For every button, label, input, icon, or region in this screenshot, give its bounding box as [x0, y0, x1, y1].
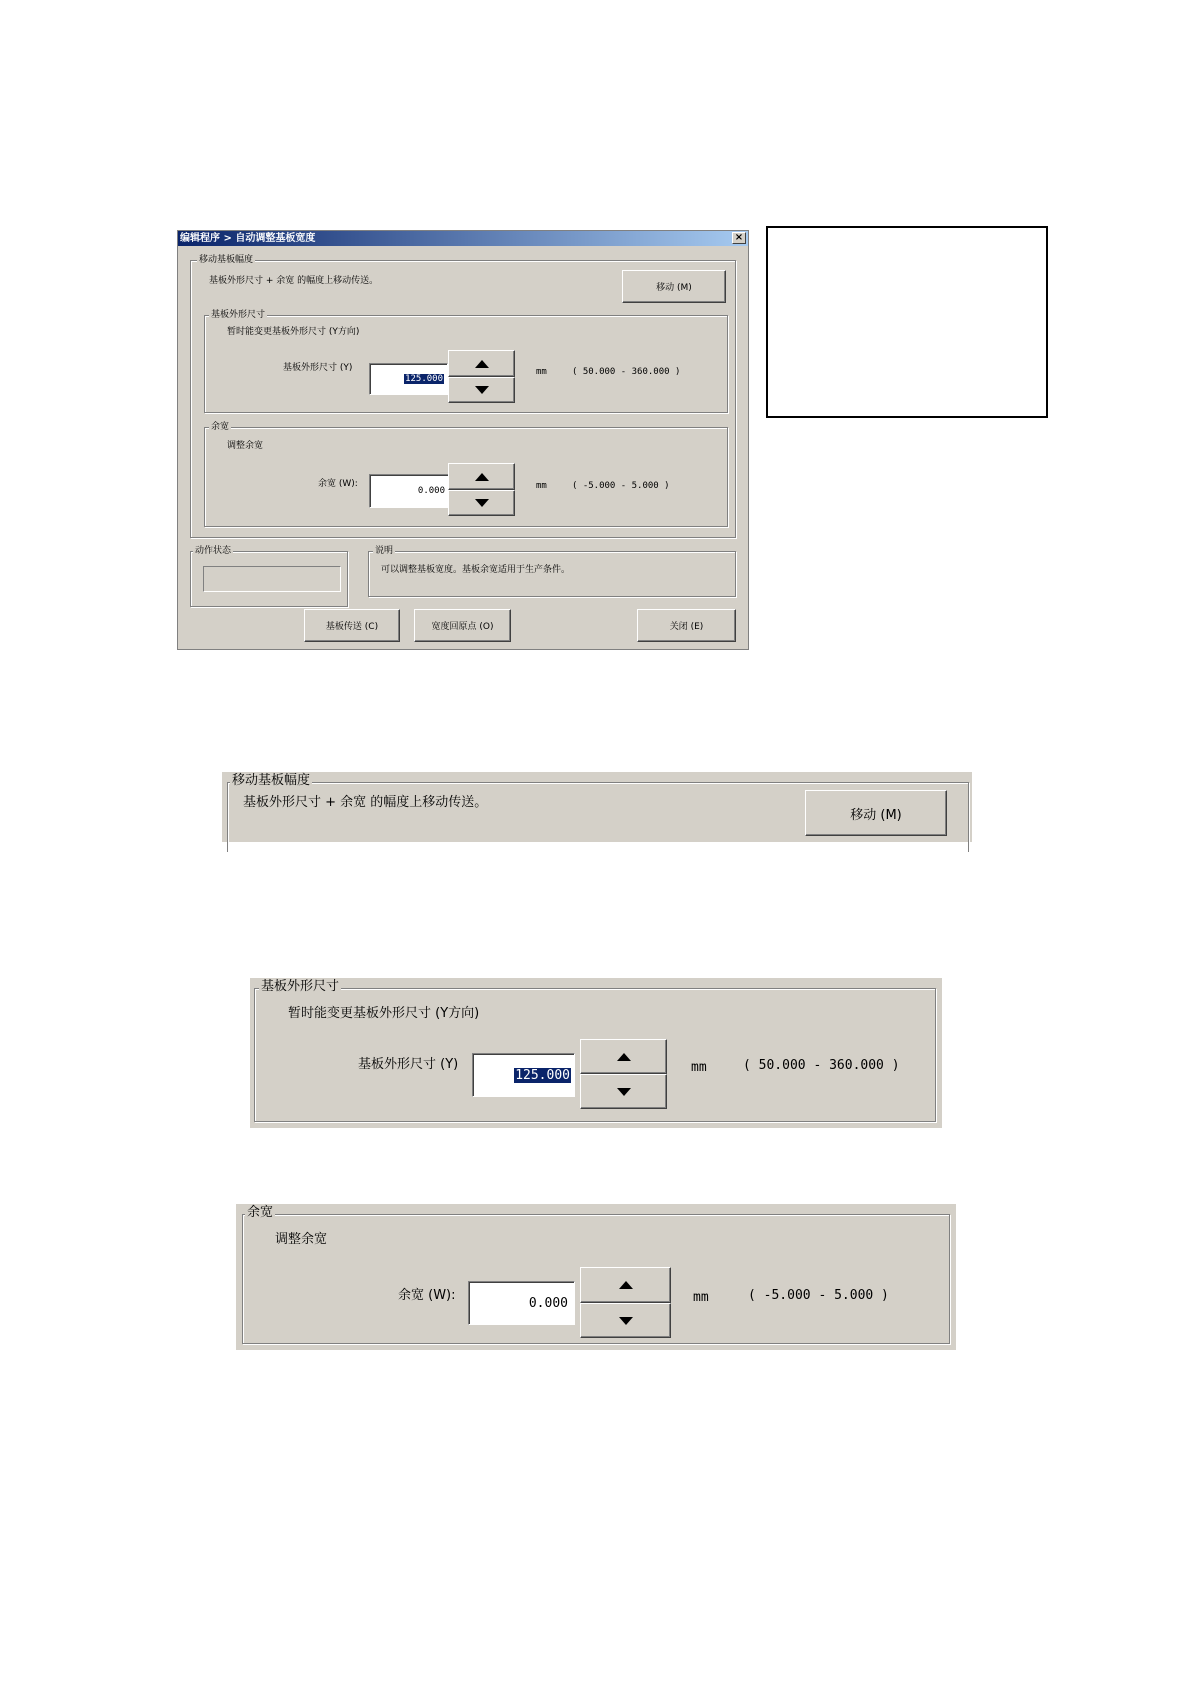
move-group-legend: 移动基板幅度 [199, 255, 254, 265]
size-down-button[interactable] [448, 377, 515, 403]
zoom-size-legend: 基板外形尺寸 [261, 979, 340, 994]
board-size-input[interactable]: 125.000 [369, 363, 448, 395]
margin-up-button[interactable] [448, 463, 515, 490]
status-display [203, 566, 341, 592]
note-group [368, 546, 736, 597]
auto-width-dialog [177, 230, 749, 650]
zoom-size-down-button[interactable] [580, 1074, 667, 1109]
zoom-margin-legend: 余宽 [247, 1205, 274, 1220]
zoom-size-input[interactable]: 125.000 [472, 1053, 575, 1097]
zoom-margin-down-button[interactable] [580, 1303, 671, 1338]
title-bar [178, 231, 748, 246]
note-text: 可以调整基板宽度。基板余宽适用于生产条件。 [381, 565, 571, 575]
action-status-group [190, 546, 348, 607]
size-description: 暂时能变更基板外形尺寸 (Y方向) [227, 327, 360, 337]
margin-group [204, 422, 728, 527]
zoom-size-label: 基板外形尺寸 (Y) [358, 1057, 459, 1072]
zoom-move-description: 基板外形尺寸 + 余宽 的幅度上移动传送。 [243, 795, 488, 810]
zoom-move-panel [222, 772, 972, 842]
arrow-down-icon [619, 1317, 633, 1325]
zoom-margin-panel [236, 1204, 956, 1350]
margin-unit: mm [536, 481, 547, 491]
move-board-group [190, 255, 736, 538]
close-icon[interactable]: × [732, 232, 746, 244]
annotation-box [766, 226, 1048, 418]
margin-description: 调整余宽 [227, 441, 264, 451]
move-description: 基板外形尺寸 + 余宽 的幅度上移动传送。 [209, 276, 379, 286]
board-size-group [204, 310, 728, 413]
margin-label: 余宽 (W): [318, 479, 358, 489]
status-legend: 动作状态 [195, 546, 232, 556]
width-origin-button[interactable]: 宽度回原点 (O) [414, 609, 511, 642]
arrow-up-icon [475, 360, 489, 368]
arrow-up-icon [475, 473, 489, 481]
arrow-up-icon [619, 1281, 633, 1289]
size-up-button[interactable] [448, 350, 515, 377]
zoom-move-group [227, 773, 969, 852]
note-legend: 说明 [375, 546, 394, 556]
margin-range: ( -5.000 - 5.000 ) [572, 481, 670, 491]
arrow-up-icon [617, 1053, 631, 1061]
size-group-legend: 基板外形尺寸 [211, 310, 266, 320]
board-transfer-button[interactable]: 基板传送 (C) [304, 609, 400, 642]
arrow-down-icon [475, 499, 489, 507]
zoom-size-group [254, 979, 936, 1122]
arrow-down-icon [475, 386, 489, 394]
size-label: 基板外形尺寸 (Y) [283, 363, 353, 373]
zoom-margin-up-button[interactable] [580, 1267, 671, 1303]
zoom-margin-input[interactable]: 0.000 [468, 1281, 575, 1325]
margin-input[interactable]: 0.000 [369, 474, 450, 508]
size-unit: mm [536, 367, 547, 377]
zoom-size-range: ( 50.000 - 360.000 ) [743, 1058, 900, 1073]
size-range: ( 50.000 - 360.000 ) [572, 367, 681, 377]
zoom-margin-range: ( -5.000 - 5.000 ) [748, 1288, 889, 1303]
zoom-size-description: 暂时能变更基板外形尺寸 (Y方向) [288, 1006, 480, 1021]
arrow-down-icon [617, 1088, 631, 1096]
zoom-margin-unit: mm [693, 1290, 709, 1305]
zoom-size-panel [250, 978, 942, 1128]
zoom-move-legend: 移动基板幅度 [232, 773, 311, 788]
margin-down-button[interactable] [448, 490, 515, 516]
zoom-size-unit: mm [691, 1060, 707, 1075]
zoom-move-button[interactable]: 移动 (M) [805, 790, 947, 836]
close-button[interactable]: 关闭 (E) [637, 609, 736, 642]
zoom-margin-label: 余宽 (W): [398, 1288, 456, 1303]
zoom-margin-group [242, 1205, 950, 1344]
margin-group-legend: 余宽 [211, 422, 230, 432]
zoom-margin-description: 调整余宽 [275, 1232, 328, 1247]
zoom-size-up-button[interactable] [580, 1039, 667, 1074]
move-button[interactable]: 移动 (M) [622, 270, 726, 303]
dialog-title: 编辑程序 > 自动调整基板宽度 [180, 233, 316, 244]
